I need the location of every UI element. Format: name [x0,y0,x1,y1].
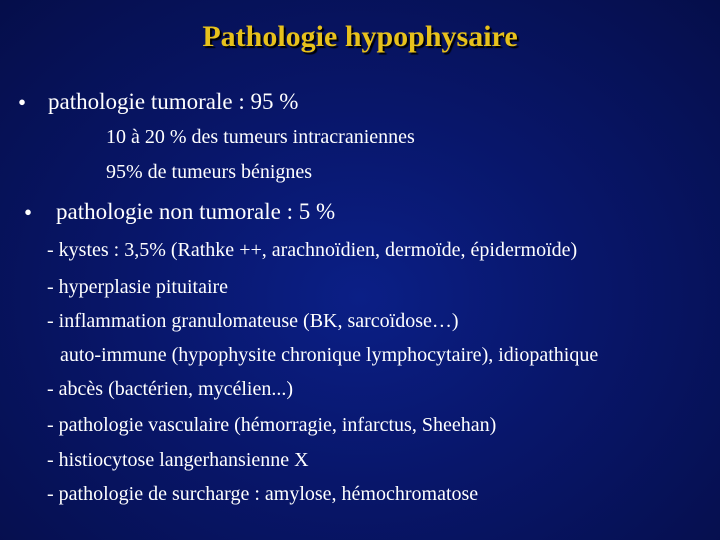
list-item: auto-immune (hypophysite chronique lymphocytaire), idiopathique [60,344,599,366]
list-item: - histiocytose langerhansienne X [47,449,309,471]
section-heading-non-tumoral: pathologie non tumorale : 5 % [56,199,336,224]
section-heading-tumoral: pathologie tumorale : 95 % [48,89,299,114]
bullet-icon: • [24,200,33,225]
subline-benign: 95% de tumeurs bénignes [106,161,313,183]
list-item: - inflammation granulomateuse (BK, sarcoïdose…) [47,310,459,332]
list-item: - pathologie vasculaire (hémorragie, infarctus, Sheehan) [47,414,497,436]
list-item: - pathologie de surcharge : amylose, hémochromatose [47,483,479,505]
list-item: - hyperplasie pituitaire [47,276,229,298]
list-item: - kystes : 3,5% (Rathke ++, arachnoïdien, dermoïde, épidermoïde) [47,239,578,261]
list-item: - abcès (bactérien, mycélien...) [47,378,293,400]
subline-intracranial: 10 à 20 % des tumeurs intracraniennes [106,126,415,148]
slide-title: Pathologie hypophysaire [202,20,518,53]
bullet-icon: • [18,90,27,115]
